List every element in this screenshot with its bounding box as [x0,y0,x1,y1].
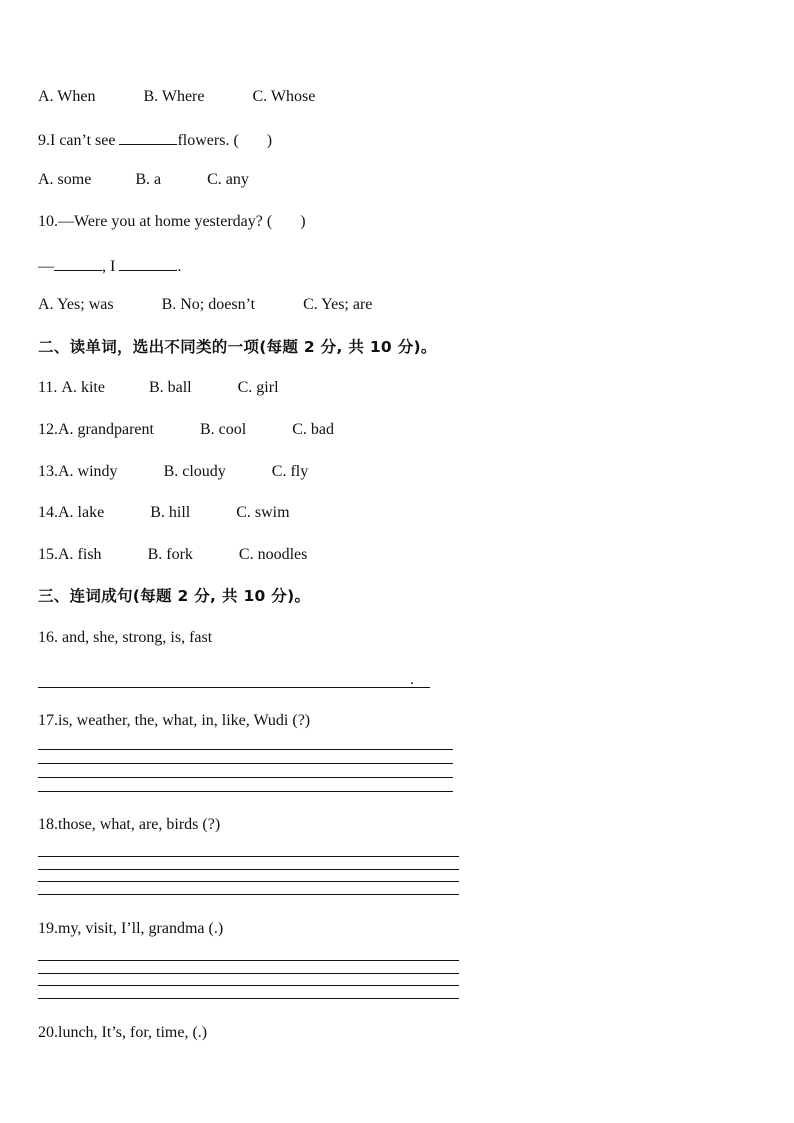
q16-answer-line[interactable] [38,687,430,688]
q10-option-b: B. No; doesn’t [161,296,256,313]
q17-answer-line-2[interactable] [38,763,453,764]
q13-option-c: C. fly [271,463,309,480]
q12-option-a: A. grandparent [58,421,154,438]
question-12 [38,420,334,440]
q10-blank-2 [119,255,177,271]
q8-options [38,87,315,107]
q14-option-b: B. hill [150,504,191,521]
q15-option-b: B. fork [147,546,193,563]
q17-answer-line-3[interactable] [38,777,453,778]
question-14 [38,503,290,523]
q9-options [38,170,249,190]
section-3-title: 三、连词成句(每题 2 分, 共 10 分)。 [38,587,311,605]
q10-option-c: C. Yes; are [303,296,373,313]
question-9 [38,129,272,151]
q10-mid: , I [102,258,120,275]
q19-answer-line-3[interactable] [38,985,459,986]
q15-number: 15. [38,546,58,563]
q10-end: . [177,258,182,275]
q10-dash: — [38,258,54,275]
q10-option-a: A. Yes; was [38,296,114,313]
q16-period: . [410,671,414,688]
q13-number: 13. [38,463,58,480]
question-10 [38,212,306,232]
q12-number: 12. [38,421,58,438]
q14-number: 14. [38,504,58,521]
question-17: 17.is, weather, the, what, in, like, Wudi (?) [38,712,311,729]
q11-option-b: B. ball [148,379,192,396]
question-11 [38,378,279,398]
q10-blank-1 [54,255,102,271]
q13-option-b: B. cloudy [163,463,226,480]
q10-options [38,295,372,315]
section-2-title: 二、读单词，选出不同类的一项(每题 2 分, 共 10 分)。 [38,338,437,356]
q18-answer-line-4[interactable] [38,894,459,895]
question-18: 18.those, what, are, birds (?) [38,816,221,833]
q10-text: 10.—Were you at home yesterday? ( [38,213,273,230]
q9-option-b: B. a [135,171,162,188]
q9-text-before: 9.I can’t see [38,132,120,149]
q13-option-a: A. windy [58,463,118,480]
q18-answer-line-2[interactable] [38,869,459,870]
q18-answer-line-1[interactable] [38,856,459,857]
q19-answer-line-2[interactable] [38,973,459,974]
q19-answer-line-4[interactable] [38,998,459,999]
q8-option-a: A. When [38,88,96,105]
q17-answer-line-4[interactable] [38,791,453,792]
q9-option-a: A. some [38,171,92,188]
q14-option-a: A. lake [58,504,105,521]
q11-option-c: C. girl [237,379,279,396]
q9-blank [119,129,177,145]
question-16: 16. and, she, strong, is, fast [38,629,213,646]
q10-paren-close: ) [300,213,306,230]
q10-answer-line [38,255,181,277]
question-15 [38,545,307,565]
q9-text-after: flowers. ( [177,132,239,149]
q14-option-c: C. swim [236,504,290,521]
q11-option-a: A. kite [61,379,105,396]
q15-option-c: C. noodles [238,546,308,563]
q19-answer-line-1[interactable] [38,960,459,961]
question-20: 20.lunch, It’s, for, time, (.) [38,1024,208,1041]
q12-option-c: C. bad [292,421,334,438]
q9-option-c: C. any [207,171,249,188]
q15-option-a: A. fish [58,546,102,563]
q18-answer-line-3[interactable] [38,881,459,882]
q12-option-b: B. cool [199,421,247,438]
q11-number: 11. [38,379,62,396]
question-19: 19.my, visit, I’ll, grandma (.) [38,920,224,937]
question-13 [38,462,308,482]
q8-option-b: B. Where [143,88,205,105]
q17-answer-line-1[interactable] [38,749,453,750]
q9-paren-close: ) [266,132,273,149]
q8-option-c: C. Whose [252,88,316,105]
